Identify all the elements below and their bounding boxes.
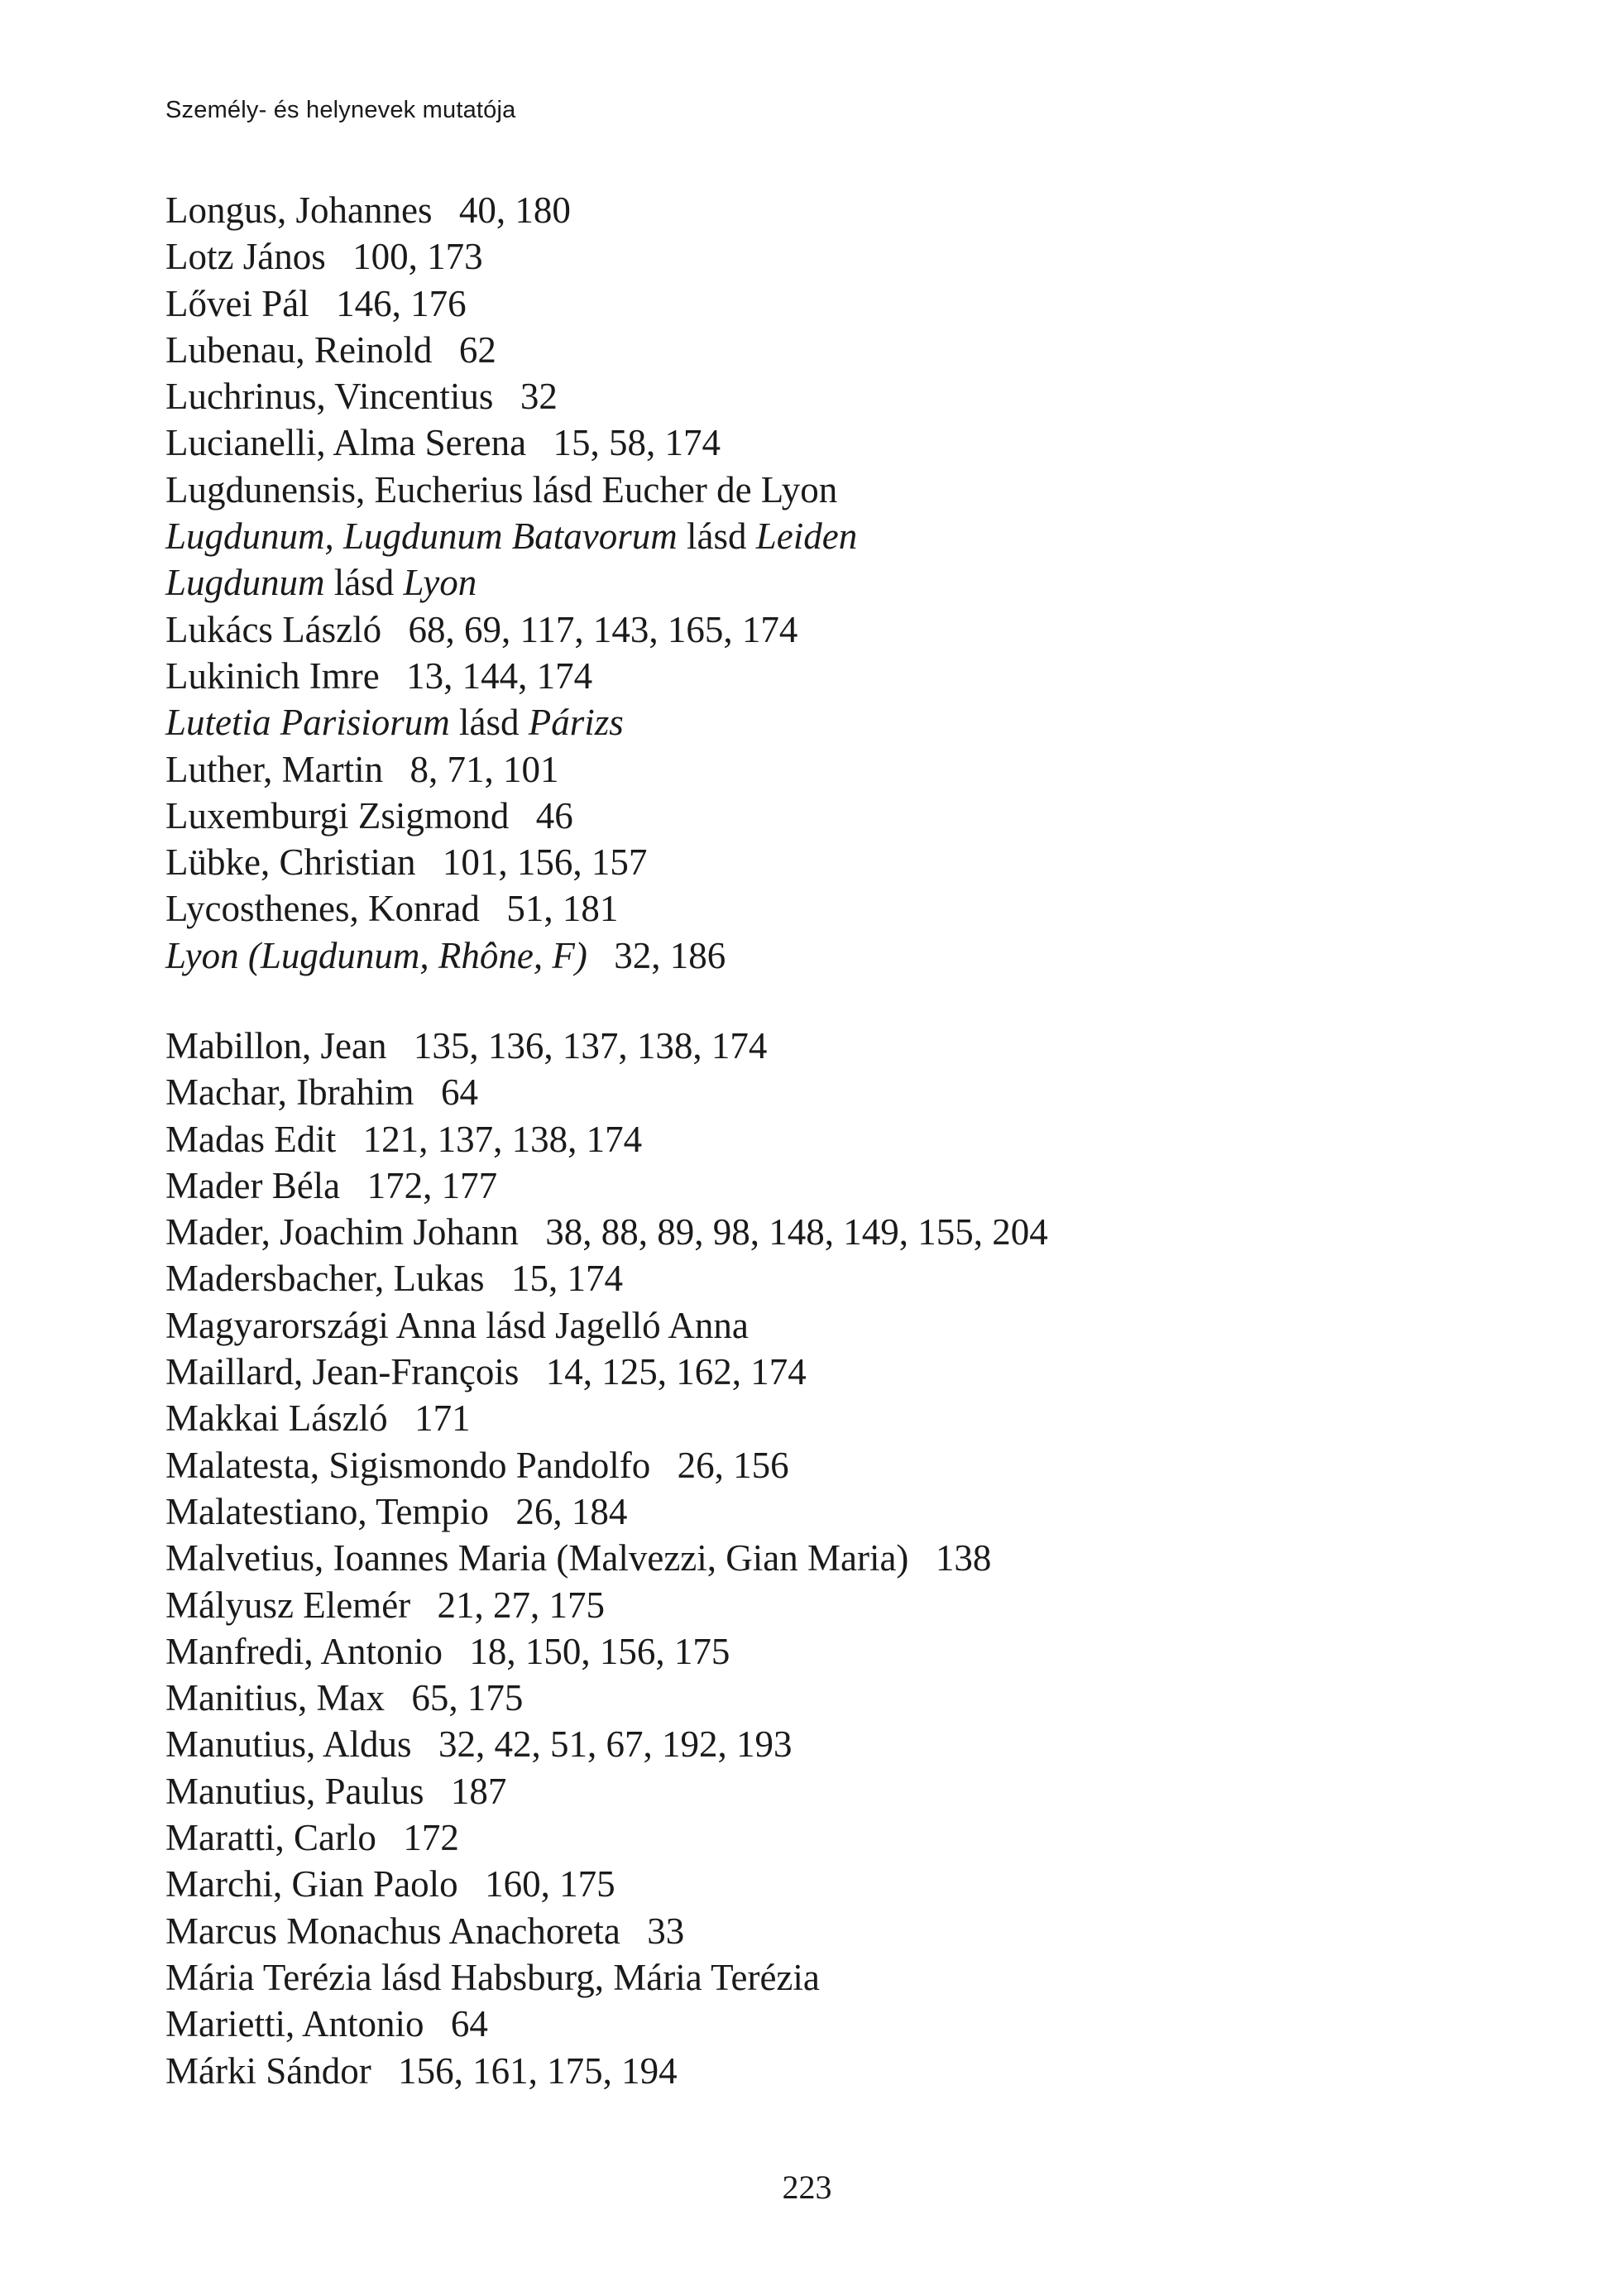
entry-name: Márki Sándor <box>165 2049 371 2092</box>
index-entry <box>165 1349 1048 1395</box>
entry-pages: 172 <box>403 1817 459 1859</box>
entry-pages: 64 <box>450 2003 488 2045</box>
entry-name: Mária Terézia lásd Habsburg, Mária Terézia <box>165 1956 820 1998</box>
index-entry <box>165 793 857 839</box>
index-entry <box>165 1861 1048 1907</box>
entry-name: Marietti, Antonio <box>165 2003 424 2045</box>
index-block-m <box>165 1023 1048 2094</box>
entry-name: Luxemburgi Zsigmond <box>165 794 510 836</box>
entry-name: Lycosthenes, Konrad <box>165 888 480 930</box>
entry-name: Magyarországi Anna lásd Jagelló Anna <box>165 1304 749 1346</box>
entry-name: Mader, Joachim Johann <box>165 1211 519 1253</box>
index-entry <box>165 419 857 466</box>
index-entry <box>165 373 857 419</box>
entry-name: Marchi, Gian Paolo <box>165 1863 458 1905</box>
index-entry <box>165 187 857 233</box>
entry-pages: 100, 173 <box>352 236 483 278</box>
index-entry <box>165 1768 1048 1814</box>
entry-pages: 46 <box>535 794 573 836</box>
index-entry <box>165 1954 1048 2001</box>
entry-pages: 18, 150, 156, 175 <box>469 1630 730 1672</box>
entry-pages: 26, 184 <box>515 1490 628 1532</box>
entry-name: Lübke, Christian <box>165 841 416 884</box>
index-entry <box>165 699 857 745</box>
entry-name: Malvetius, Ioannes Maria (Malvezzi, Gian Maria) <box>165 1537 909 1579</box>
entry-name: Manutius, Paulus <box>165 1770 424 1812</box>
index-entry <box>165 885 857 932</box>
index-entry <box>165 1162 1048 1209</box>
entry-pages: 146, 176 <box>336 282 467 324</box>
index-entry <box>165 606 857 653</box>
index-entry <box>165 653 857 699</box>
see-reference: lásd <box>687 515 747 558</box>
index-block-l <box>165 187 857 979</box>
index-entry <box>165 1395 1048 1441</box>
index-entry <box>165 1582 1048 1628</box>
index-entry <box>165 1255 1048 1301</box>
entry-name: Lukinich Imre <box>165 654 380 697</box>
entry-pages: 156, 161, 175, 194 <box>398 2049 678 2092</box>
index-entry <box>165 467 857 513</box>
see-target: Leiden <box>755 515 858 558</box>
entry-pages: 135, 136, 137, 138, 174 <box>413 1025 768 1067</box>
entry-name: Lővei Pál <box>165 282 309 324</box>
entry-pages: 51, 181 <box>506 888 619 930</box>
entry-name: Mader Béla <box>165 1164 341 1206</box>
entry-pages: 26, 156 <box>677 1444 789 1486</box>
index-entry <box>165 1209 1048 1255</box>
entry-name: Lugdunum, Lugdunum Batavorum <box>165 515 678 558</box>
index-entry <box>165 1535 1048 1581</box>
entry-name: Lubenau, Reinold <box>165 328 433 371</box>
index-entry <box>165 1628 1048 1675</box>
entry-pages: 8, 71, 101 <box>409 748 559 790</box>
index-entry <box>165 559 857 606</box>
entry-name: Malatestiano, Tempio <box>165 1490 489 1532</box>
index-entry <box>165 1442 1048 1488</box>
index-entry <box>165 1488 1048 1535</box>
entry-name: Manfredi, Antonio <box>165 1630 443 1672</box>
entry-pages: 13, 144, 174 <box>406 654 593 697</box>
entry-name: Lucianelli, Alma Serena <box>165 422 527 464</box>
index-entry <box>165 1721 1048 1767</box>
entry-name: Longus, Johannes <box>165 189 433 231</box>
entry-name: Luchrinus, Vincentius <box>165 376 494 418</box>
entry-name: Lutetia Parisiorum <box>165 702 450 744</box>
entry-pages: 138 <box>935 1537 992 1579</box>
entry-pages: 40, 180 <box>458 189 571 231</box>
entry-pages: 160, 175 <box>485 1863 615 1905</box>
index-entry <box>165 932 857 979</box>
entry-name: Lyon (Lugdunum, Rhône, F) <box>165 934 587 976</box>
entry-name: Lukács László <box>165 608 382 650</box>
entry-pages: 62 <box>458 328 496 371</box>
see-target: Lyon <box>403 562 477 604</box>
entry-name: Lugdunum <box>165 562 325 604</box>
entry-pages: 64 <box>440 1071 478 1114</box>
index-entry <box>165 1302 1048 1349</box>
entry-name: Machar, Ibrahim <box>165 1071 414 1114</box>
index-entry <box>165 839 857 885</box>
index-entry <box>165 233 857 280</box>
entry-pages: 65, 175 <box>411 1677 524 1719</box>
index-entry <box>165 1023 1048 1069</box>
index-entry <box>165 746 857 793</box>
entry-pages: 32, 42, 51, 67, 192, 193 <box>438 1723 793 1766</box>
entry-name: Madersbacher, Lukas <box>165 1258 485 1300</box>
entry-name: Malatesta, Sigismondo Pandolfo <box>165 1444 651 1486</box>
entry-pages: 21, 27, 175 <box>437 1584 606 1626</box>
index-entry <box>165 1908 1048 1954</box>
see-target: Párizs <box>528 702 624 744</box>
entry-name: Marcus Monachus Anachoreta <box>165 1910 620 1952</box>
entry-pages: 15, 58, 174 <box>553 422 721 464</box>
entry-name: Makkai László <box>165 1397 388 1440</box>
index-entry <box>165 2001 1048 2047</box>
index-entry <box>165 280 857 327</box>
index-entry <box>165 1675 1048 1721</box>
entry-name: Lotz János <box>165 236 326 278</box>
entry-pages: 32, 186 <box>614 934 726 976</box>
entry-pages: 38, 88, 89, 98, 148, 149, 155, 204 <box>545 1211 1048 1253</box>
running-header: Személy- és helynevek mutatója <box>165 97 516 123</box>
index-entry <box>165 1116 1048 1162</box>
see-reference: lásd <box>333 562 395 604</box>
entry-pages: 171 <box>414 1397 471 1440</box>
entry-name: Manitius, Max <box>165 1677 385 1719</box>
entry-name: Mályusz Elemér <box>165 1584 411 1626</box>
entry-pages: 32 <box>520 376 558 418</box>
entry-name: Maillard, Jean-François <box>165 1351 520 1393</box>
entry-pages: 121, 137, 138, 174 <box>362 1118 643 1160</box>
entry-pages: 172, 177 <box>366 1164 498 1206</box>
entry-pages: 187 <box>450 1770 507 1812</box>
entry-pages: 68, 69, 117, 143, 165, 174 <box>408 608 798 650</box>
entry-pages: 101, 156, 157 <box>442 841 648 884</box>
entry-name: Maratti, Carlo <box>165 1817 376 1859</box>
entry-pages: 14, 125, 162, 174 <box>545 1351 807 1393</box>
page-number: 223 <box>782 2169 832 2206</box>
entry-pages: 33 <box>647 1910 685 1952</box>
entry-name: Luther, Martin <box>165 748 384 790</box>
entry-name: Lugdunensis, Eucherius lásd Eucher de Lyon <box>165 468 838 510</box>
index-entry <box>165 513 857 559</box>
index-entry <box>165 1814 1048 1861</box>
entry-name: Mabillon, Jean <box>165 1025 387 1067</box>
entry-pages: 15, 174 <box>510 1258 623 1300</box>
index-entry <box>165 1069 1048 1115</box>
see-reference: lásd <box>459 702 520 744</box>
entry-name: Manutius, Aldus <box>165 1723 412 1766</box>
entry-name: Madas Edit <box>165 1118 337 1160</box>
index-entry <box>165 327 857 373</box>
index-entry <box>165 2048 1048 2094</box>
